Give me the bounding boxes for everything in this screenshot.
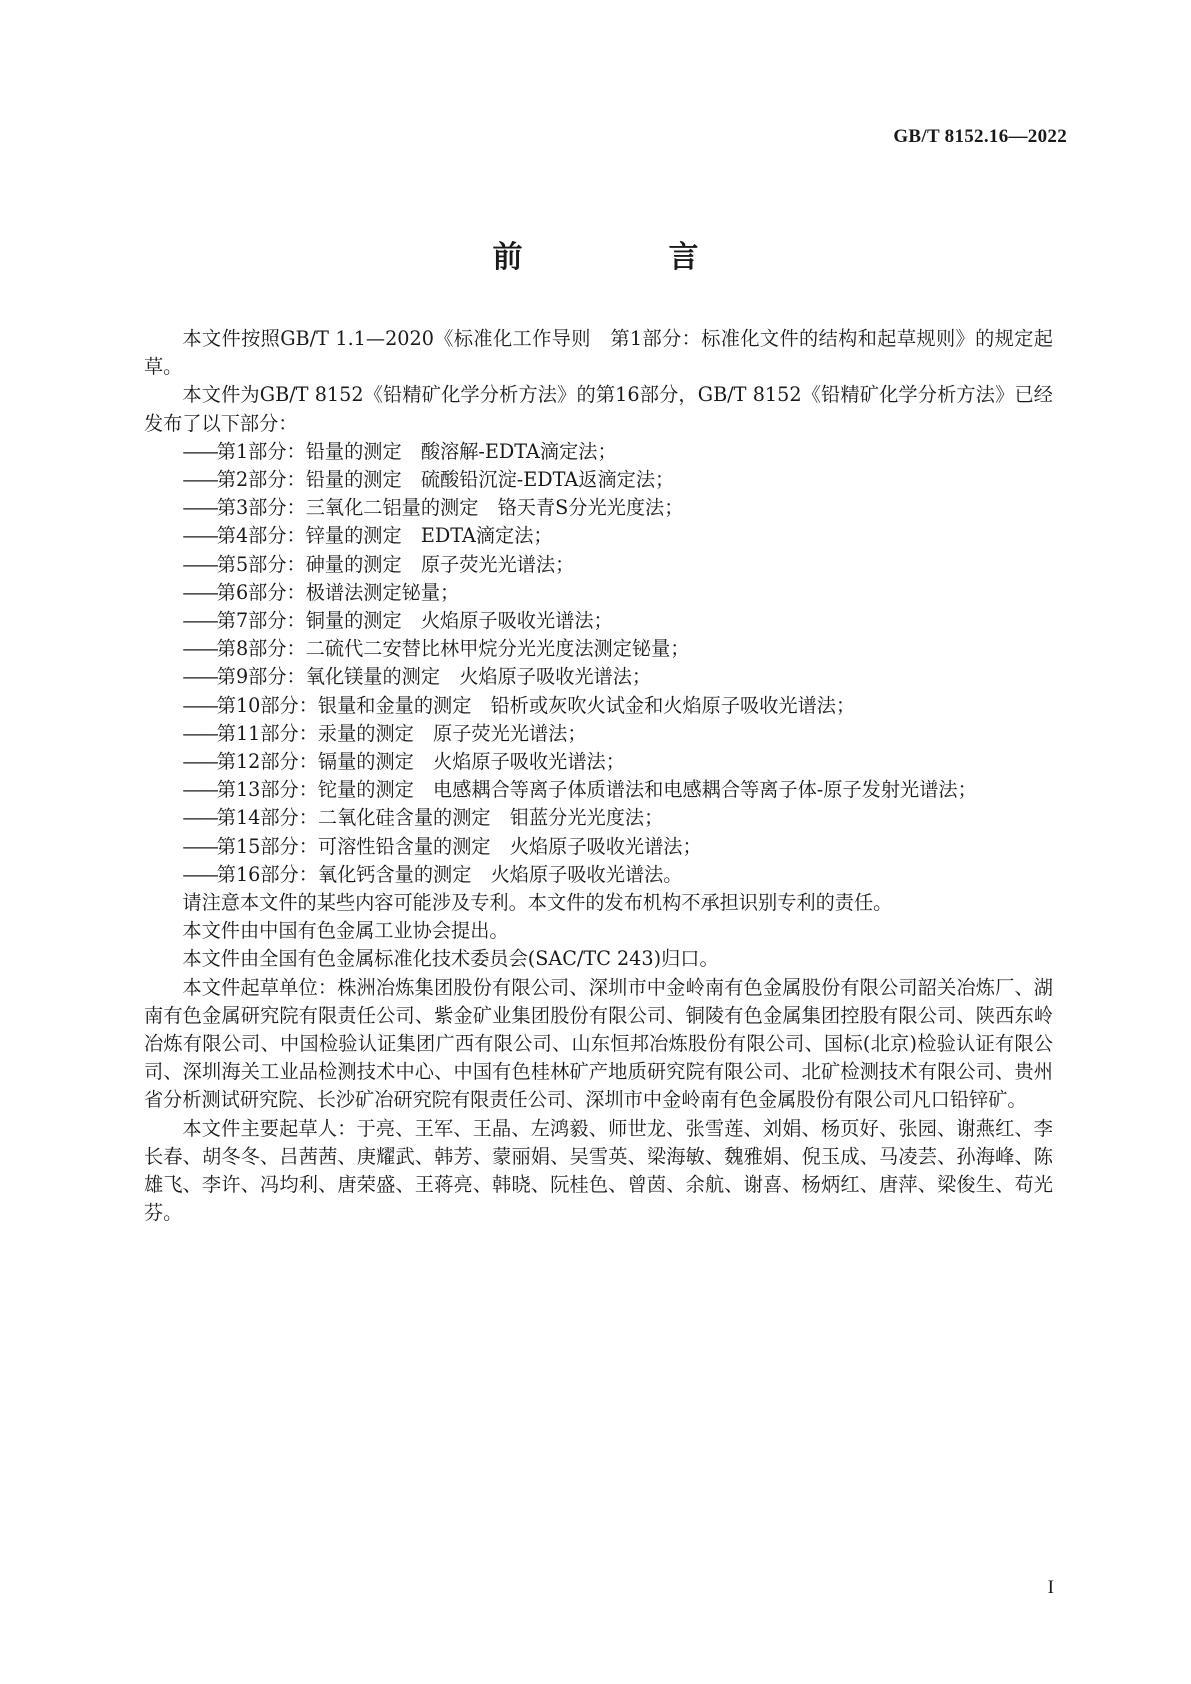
part-text: 第16部分：氧化钙含量的测定 火焰原子吸收光谱法。 [216,862,683,886]
list-dash: —— [182,834,217,858]
list-item [144,748,1053,776]
list-item [144,494,1053,522]
part-text: 第6部分：极谱法测定铋量； [216,580,460,604]
part-text: 第7部分：铜量的测定 火焰原子吸收光谱法； [216,609,613,633]
list-dash: —— [182,496,217,520]
list-dash: —— [182,665,217,689]
list-dash: —— [182,750,217,774]
part-text: 第4部分：锌量的测定 EDTA滴定法； [216,524,553,548]
part-text: 第11部分：汞量的测定 原子荧光光谱法； [216,721,587,745]
part-text: 第2部分：铅量的测定 硫酸铅沉淀-EDTA返滴定法； [216,468,675,492]
list-dash: —— [182,552,217,576]
part-text: 第9部分：氧化镁量的测定 火焰原子吸收光谱法； [216,665,652,689]
part-text: 第10部分：银量和金量的测定 铅析或灰吹火试金和火焰原子吸收光谱法； [216,693,856,717]
standard-code-header: GB/T 8152.16—2022 [893,126,1067,147]
paragraph-proposer: 本文件由中国有色金属工业协会提出。 [182,919,509,943]
foreword-body [144,325,1053,1228]
list-dash: —— [182,778,217,802]
paragraph-drafting-units: 本文件起草单位：株洲冶炼集团股份有限公司、深圳市中金岭南有色金属股份有限公司韶关冶炼厂、湖南有色金属研究院有限责任公司、紫金矿业集团股份有限公司、铜陵有色金属集团控股有限公司、陕西东岭冶炼有限公司、中国检验认证集团广西有限公司、山东恒邦冶炼股份有限公司、国标(北京)检验认证有限公司、深圳海关工业品检测技术中心、中国有色桂林矿产地质研究院有限公司、北矿检测技术有限公司、贵州省分析测试研究院、长沙矿冶研究院有限责任公司、深圳市中金岭南有色金属股份有限公司凡口铅锌矿。 [144,975,1053,1112]
part-text: 第13部分：铊量的测定 电感耦合等离子体质谱法和电感耦合等离子体-原子发射光谱法； [216,778,977,802]
list-item [144,607,1053,635]
list-item [144,720,1053,748]
list-item [144,663,1053,691]
list-item [144,522,1053,550]
parts-list [144,438,1053,889]
list-item [144,579,1053,607]
paragraph-series-intro: 本文件为GB/T 8152《铅精矿化学分析方法》的第16部分，GB/T 8152《铅精矿化学分析方法》已经发布了以下部分： [144,383,1053,435]
list-item [144,635,1053,663]
list-item [144,833,1053,861]
list-item [144,861,1053,889]
list-dash: —— [182,609,217,633]
list-dash: —— [182,468,217,492]
list-item [144,692,1053,720]
page-number: I [1047,1577,1054,1598]
part-text: 第5部分：砷量的测定 原子荧光光谱法； [216,552,575,576]
paragraph-drafters: 本文件主要起草人：于亮、王军、王晶、左鸿毅、师世龙、张雪莲、刘娟、杨页好、张园、谢燕红、李长春、胡冬冬、吕茜茜、庚耀武、韩芳、蒙丽娟、吴雪英、梁海敏、魏雅娟、倪玉成、马凌芸、孙海峰、陈雄飞、李许、冯均利、唐荣盛、王蒋亮、韩晓、阮桂色、曾茵、余航、谢喜、杨炳红、唐萍、梁俊生、苟光芬。 [144,1116,1053,1225]
list-dash: —— [182,806,217,830]
list-item [144,776,1053,804]
list-dash: —— [182,862,217,886]
part-text: 第15部分：可溶性铅含量的测定 火焰原子吸收光谱法； [216,834,702,858]
list-item [144,466,1053,494]
paragraph-committee: 本文件由全国有色金属标准化技术委员会(SAC/TC 243)归口。 [182,947,719,971]
list-dash: —— [182,637,217,661]
list-item [144,804,1053,832]
part-text: 第12部分：镉量的测定 火焰原子吸收光谱法； [216,750,625,774]
list-item [144,551,1053,579]
paragraph-drafting-rules: 本文件按照GB/T 1.1—2020《标准化工作导则 第1部分：标准化文件的结构和起草规则》的规定起草。 [144,327,1053,379]
page-title: 前 言 [492,240,757,275]
list-dash: —— [182,524,217,548]
list-dash: —— [182,721,217,745]
part-text: 第14部分：二氧化硅含量的测定 钼蓝分光光度法； [216,806,664,830]
part-text: 第1部分：铅量的测定 酸溶解-EDTA滴定法； [216,439,617,463]
part-text: 第3部分：三氧化二铝量的测定 铬天青S分光光度法； [216,496,684,520]
paragraph-patent-notice: 请注意本文件的某些内容可能涉及专利。本文件的发布机构不承担识别专利的责任。 [182,891,893,915]
list-item [144,438,1053,466]
list-dash: —— [182,439,217,463]
list-dash: —— [182,580,217,604]
part-text: 第8部分：二硫代二安替比林甲烷分光光度法测定铋量； [216,637,690,661]
list-dash: —— [182,693,217,717]
